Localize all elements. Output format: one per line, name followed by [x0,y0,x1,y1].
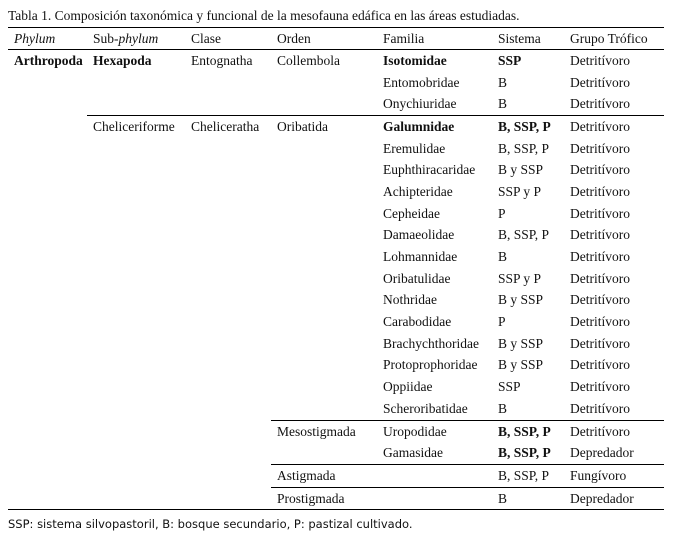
cell-familia: Nothridae [383,292,437,308]
cell-clase: Entognatha [191,52,253,68]
cell-grupo: Detritívoro [570,74,630,90]
table-row [8,246,664,268]
cell-clase [185,72,271,94]
table-row [8,72,664,94]
table-row [8,355,664,377]
header-row [8,28,664,50]
cell-grupo: Detritívoro [570,292,630,308]
cell-sistema: SSP y P [498,270,542,286]
cell-subphylum: Cheliceriforme [87,116,185,138]
cell-sistema: B y SSP [498,335,544,351]
cell-clase: Chelicerathа [185,116,271,138]
cell-familia: Eremulidae [383,140,446,156]
cell-grupo: Detritívoro [570,183,630,199]
cell-subphylum [87,93,185,115]
cell-grupo: Detritívoro [570,379,630,395]
cell-sistema: B y SSP [498,357,544,373]
cell-familia: Galumnidae [377,116,492,138]
cell-phylum: Arthropoda [14,52,83,68]
cell-orden [271,72,377,94]
cell-grupo: Detritívoro [564,420,664,442]
table-row [8,159,664,181]
cell-sistema: B y SSP [498,162,544,178]
header-familia: Familia [377,28,492,50]
table-row [8,290,664,312]
cell-clase [185,93,271,115]
cell-familia: Onychiuridae [383,96,457,112]
cell-sistema: P [498,314,506,330]
cell-grupo: Detritívoro [570,96,630,112]
cell-orden: Prostigmada [271,487,377,510]
cell-familia: Carabodidae [383,314,452,330]
cell-phylum [8,72,87,94]
cell-familia: Damaeolidae [383,227,455,243]
cell-sistema: B y SSP [498,292,544,308]
table-row [8,93,664,115]
cell-grupo: Detritívoro [570,162,630,178]
cell-familia: Gamasidae [383,445,443,461]
cell-familia: Oribatulidae [383,270,451,286]
cell-sistema: B, SSP, P [498,227,550,243]
cell-familia: Scheroribatidae [383,400,468,416]
header-phylum: Phylum [8,28,87,50]
cell-grupo: Depredador [570,445,634,461]
table-row [8,465,664,488]
table-row [8,398,664,420]
taxonomy-table [8,27,664,510]
cell-phylum [8,93,87,115]
cell-grupo: Detritívoro [570,357,630,373]
table-row [8,50,664,72]
cell-grupo: Depredador [564,487,664,510]
cell-sistema: B, SSP, P [498,445,551,461]
cell-familia: Uropodidae [377,420,492,442]
table-row [8,225,664,247]
table-row [8,333,664,355]
cell-sistema: B, SSP, P [492,116,564,138]
cell-familia: Entomobridae [383,74,460,90]
cell-sistema: SSP [498,52,522,68]
cell-sistema: B, SSP, P [498,140,550,156]
cell-orden [271,93,377,115]
cell-sistema: B [498,249,508,265]
cell-grupo: Detritívoro [570,270,630,286]
header-subphylum: Sub-phylum [87,28,185,50]
cell-grupo: Detritívoro [570,52,630,68]
cell-grupo: Detritívoro [570,400,630,416]
cell-grupo: Detritívoro [570,227,630,243]
table-row [8,138,664,160]
cell-sistema: P [498,205,506,221]
cell-grupo: Detritívoro [564,116,664,138]
table-row [8,442,664,464]
cell-sistema: B [498,400,508,416]
table-row [8,181,664,203]
cell-grupo: Detritívoro [570,140,630,156]
cell-familia: Protoprophoridae [383,357,478,373]
table-caption: Tabla 1. Composición taxonómica y funcional de la mesofauna edáfica en las áreas estudiadas. [8,8,520,23]
cell-sistema: B, SSP, P [492,465,564,488]
cell-familia: Isotomidae [383,52,447,68]
cell-grupo: Detritívoro [570,314,630,330]
table-row [8,311,664,333]
cell-orden: Mesostigmada [271,420,377,442]
cell-subphylum: Hexapoda [93,52,152,68]
header-grupo-trofico: Grupo Trófico [564,28,664,50]
cell-familia: Euphthiracaridae [383,162,476,178]
cell-orden: Collembola [277,52,340,68]
cell-familia: Achipteridae [383,183,453,199]
table-footnote: SSP: sistema silvopastoril, B: bosque secundario, P: pastizal cultivado. [8,517,413,531]
cell-grupo: Fungívoro [564,465,664,488]
cell-familia: Cepheidae [383,205,440,221]
cell-grupo: Detritívoro [570,335,630,351]
table-row [8,376,664,398]
cell-familia: Lohmannidae [383,249,458,265]
table-row [8,420,664,442]
cell-sistema: B [498,74,508,90]
table-row [8,268,664,290]
table-row [8,203,664,225]
cell-subphylum [87,72,185,94]
cell-sistema: B [498,96,508,112]
header-clase: Clase [185,28,271,50]
table-row [8,487,664,510]
table-row [8,116,664,138]
cell-familia: Oppiidae [383,379,433,395]
header-orden: Orden [271,28,377,50]
cell-sistema: SSP y P [498,183,542,199]
cell-orden: Astigmada [271,465,377,488]
cell-familia: Brachychthoridae [383,335,479,351]
header-sistema: Sistema [492,28,564,50]
cell-sistema: B, SSP, P [492,420,564,442]
cell-phylum [8,116,87,138]
cell-orden: Oribatida [271,116,377,138]
cell-grupo: Detritívoro [570,249,630,265]
cell-sistema: B [492,487,564,510]
cell-sistema: SSP [498,379,521,395]
cell-grupo: Detritívoro [570,205,630,221]
